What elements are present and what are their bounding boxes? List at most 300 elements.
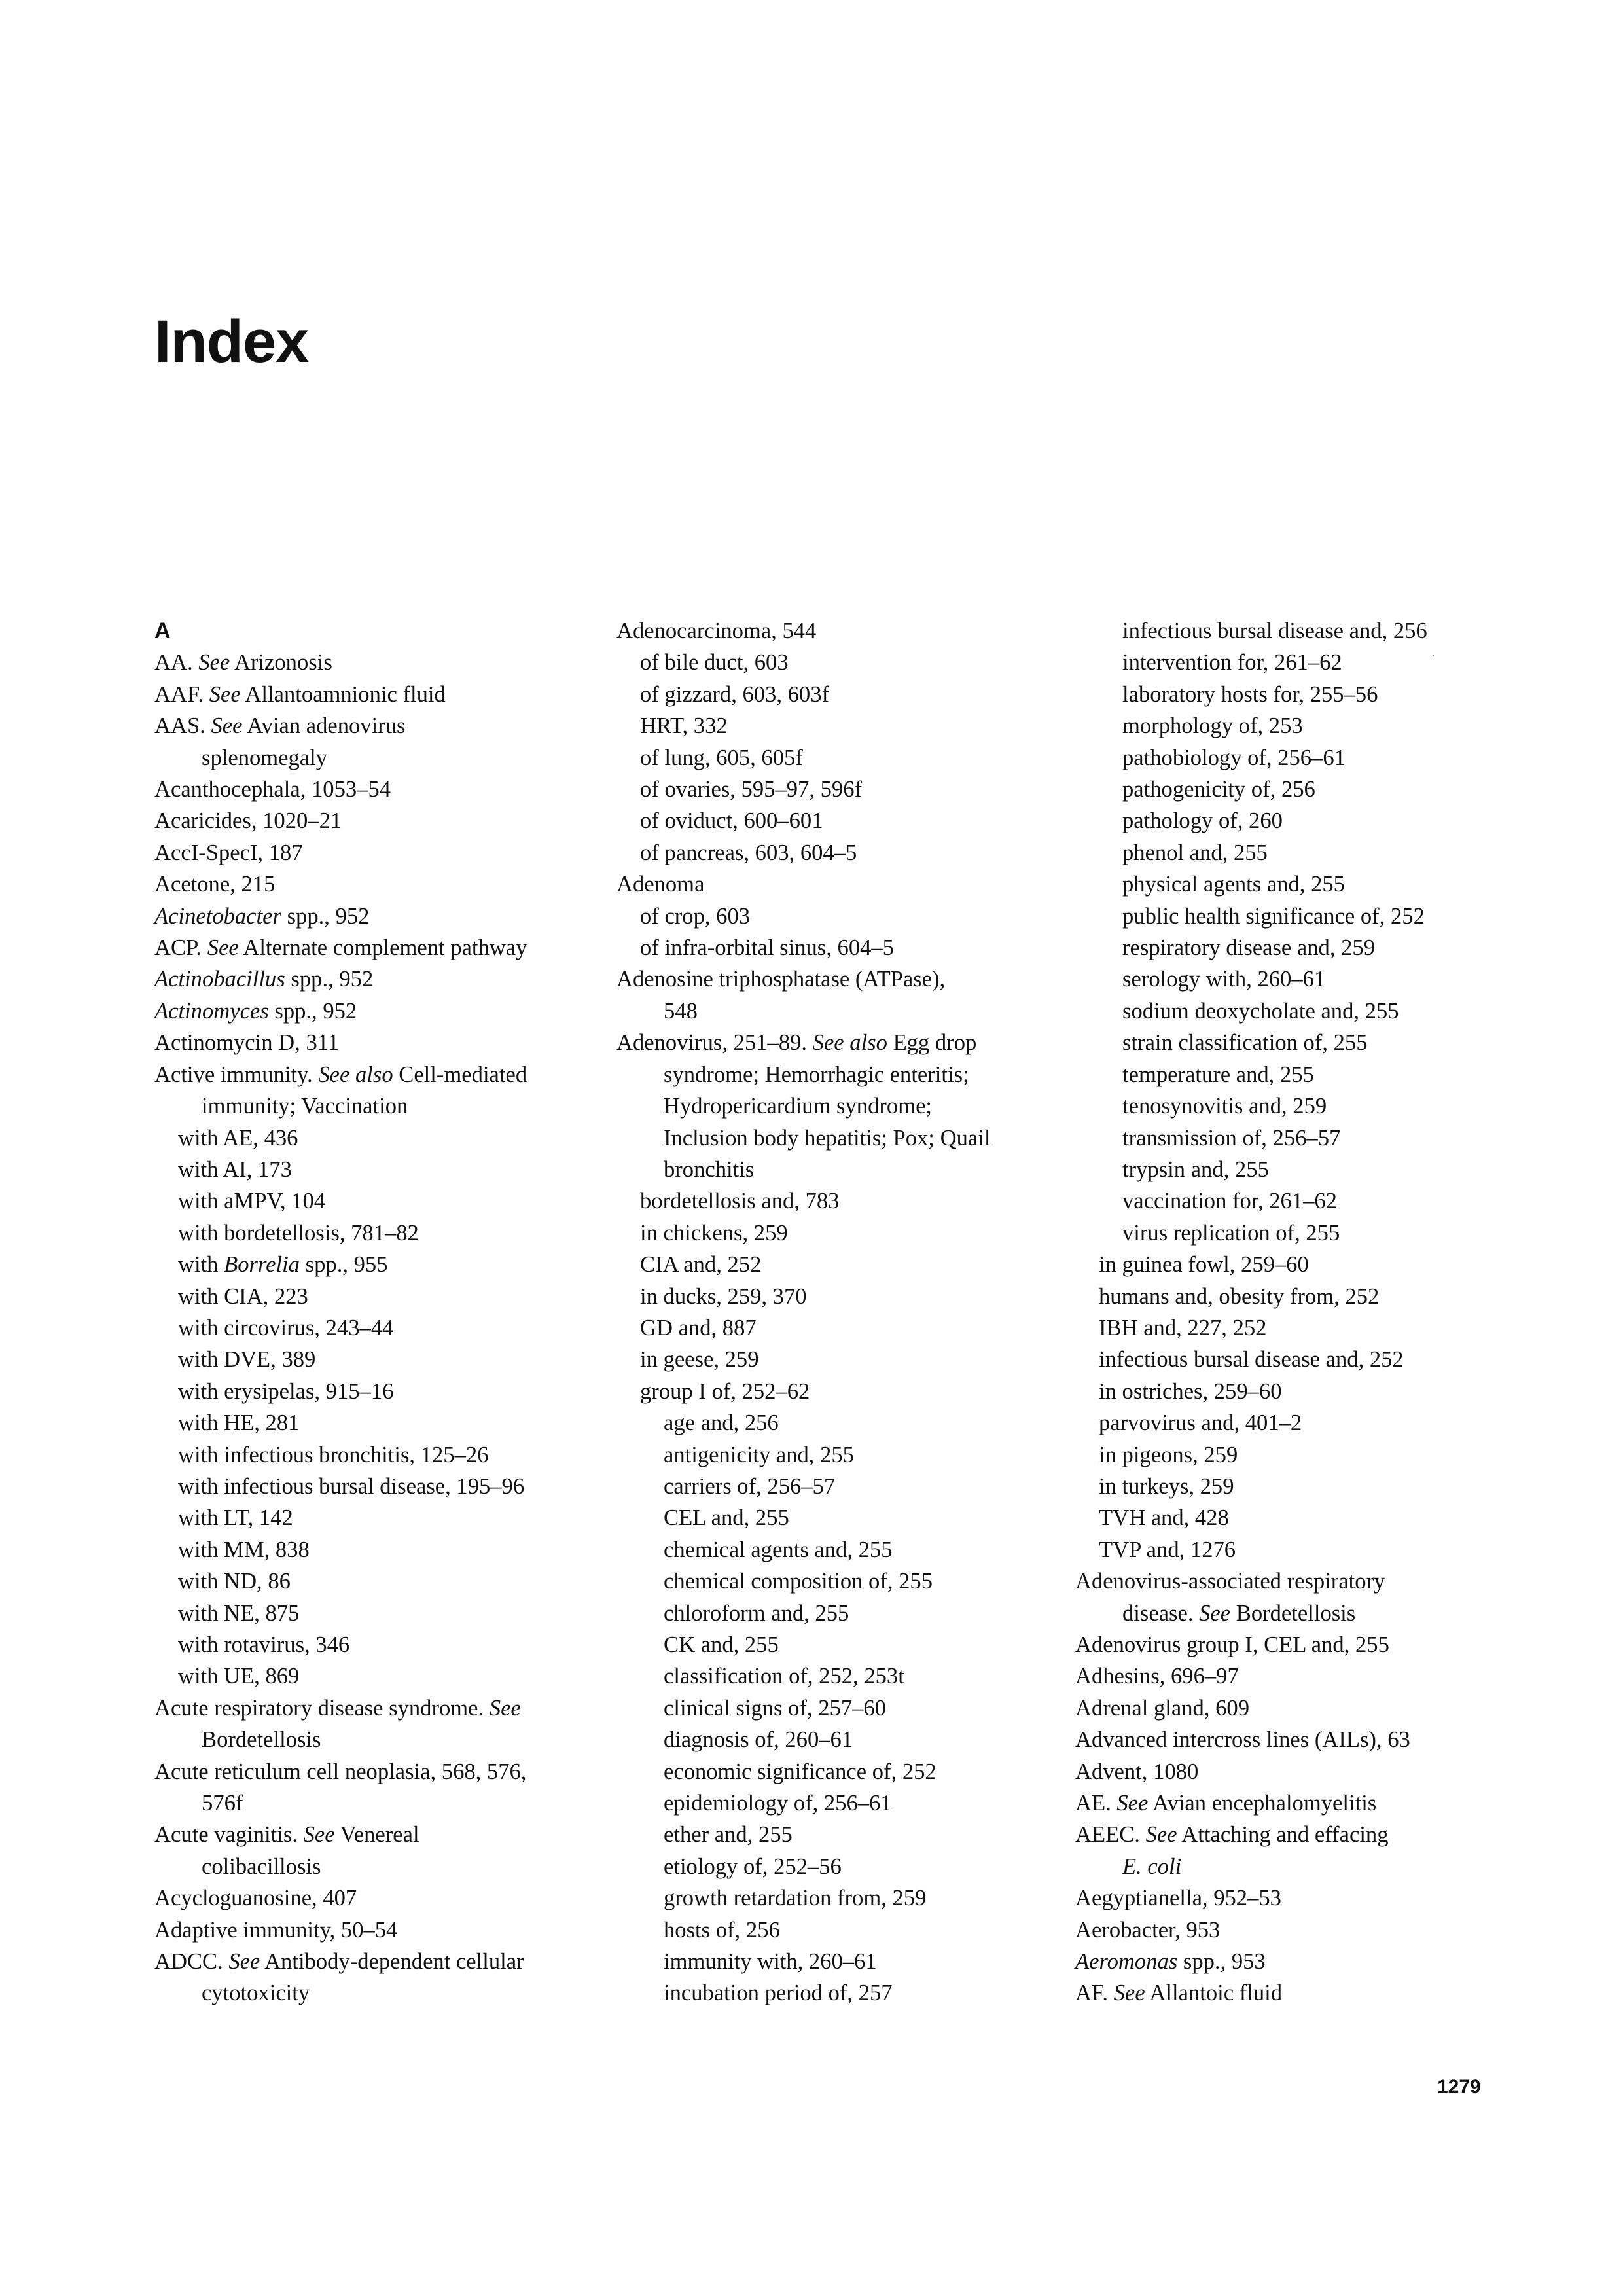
index-entry-text: tenosynovitis and, 259 [1122, 1094, 1327, 1119]
index-entry-text: with HE, 281 [178, 1410, 300, 1436]
index-entry [154, 1566, 613, 1597]
index-entry [154, 901, 613, 932]
index-entry-text: in pigeons, 259 [1099, 1442, 1238, 1467]
index-entry [1075, 932, 1494, 963]
index-entry [616, 1407, 1075, 1439]
index-entry-text: with erysipelas, 915–16 [178, 1378, 394, 1404]
index-entry-text: Cell-mediated [393, 1062, 527, 1087]
index-entry-text: AccI-SpecI, 187 [154, 840, 303, 865]
index-entry [616, 1312, 1075, 1344]
index-entry-text: TVH and, 428 [1099, 1505, 1229, 1531]
index-entry-text: in guinea fowl, 259–60 [1099, 1252, 1309, 1278]
index-entry [1075, 1629, 1494, 1660]
index-entry [616, 1534, 1075, 1566]
index-entry-text: growth retardation from, 259 [664, 1886, 927, 1911]
index-entry [1075, 1059, 1494, 1090]
index-entry [154, 679, 613, 710]
index-entry [1075, 1471, 1494, 1502]
index-entry-text: Hydropericardium syndrome; [664, 1094, 933, 1119]
index-entry-text: HRT, 332 [640, 713, 728, 739]
index-entry [616, 805, 1075, 836]
index-entry [616, 1185, 1075, 1217]
index-entry-text: pathobiology of, 256–61 [1122, 745, 1346, 770]
index-entry-text: bordetellosis and, 783 [640, 1189, 840, 1214]
index-entry-text: with MM, 838 [178, 1537, 310, 1562]
index-entry-text: immunity; Vaccination [202, 1094, 408, 1119]
index-entry-italic-text: See also [318, 1062, 393, 1087]
index-entry-text: Egg drop [887, 1030, 977, 1056]
index-column-2 [616, 615, 1075, 2009]
index-entry [1075, 1344, 1494, 1375]
index-entry-text: serology with, 260–61 [1122, 967, 1326, 992]
index-entry [1075, 1693, 1494, 1724]
index-entry-text: IBH and, 227, 252 [1099, 1315, 1267, 1340]
index-entry [616, 1122, 1075, 1154]
index-entry [616, 1217, 1075, 1249]
index-entry [1075, 901, 1494, 932]
index-entry-text: transmission of, 256–57 [1122, 1125, 1341, 1151]
index-entry-text: hosts of, 256 [664, 1917, 780, 1943]
index-entry-text: Adenovirus, 251–89. [616, 1030, 813, 1056]
index-entry [154, 1217, 613, 1249]
index-entry-text: of oviduct, 600–601 [640, 808, 823, 834]
index-entry [154, 774, 613, 805]
index-entry-text: strain classification of, 255 [1122, 1030, 1368, 1056]
index-entry-text: Active immunity. [154, 1062, 319, 1087]
index-entry-text: Adenocarcinoma, 544 [616, 619, 817, 643]
index-entry [616, 837, 1075, 869]
index-entry-text: chemical composition of, 255 [664, 1569, 933, 1594]
index-entry [616, 1724, 1075, 1755]
index-entry [154, 1059, 613, 1090]
index-entry-text: CIA and, 252 [640, 1252, 762, 1278]
index-entry-text: of gizzard, 603, 603f [640, 681, 830, 707]
index-entry [616, 932, 1075, 963]
index-entry [154, 1724, 613, 1755]
index-entry [616, 963, 1075, 995]
index-entry [1075, 996, 1494, 1027]
index-entry-text: TVP and, 1276 [1099, 1537, 1236, 1562]
index-entry [616, 1059, 1075, 1090]
index-entry [616, 1787, 1075, 1819]
index-entry [616, 1914, 1075, 1946]
index-entry-text: phenol and, 255 [1122, 840, 1268, 865]
index-entry-text: cytotoxicity [202, 1981, 310, 2006]
index-entry-text: pathology of, 260 [1122, 808, 1283, 834]
index-entry-italic-text: See [1145, 1822, 1177, 1848]
index-entry-text: sodium deoxycholate and, 255 [1122, 998, 1399, 1024]
index-entry-text: AAS. [154, 713, 211, 739]
index-entry-italic-text: See [198, 650, 230, 675]
index-entry-text: with bordetellosis, 781–82 [178, 1220, 419, 1246]
index-entry [154, 1376, 613, 1407]
index-entry-text: Acetone, 215 [154, 872, 276, 897]
index-entry-text: physical agents and, 255 [1122, 872, 1345, 897]
index-entry [154, 1914, 613, 1946]
index-entry-text: incubation period of, 257 [664, 1981, 893, 2006]
index-entry [154, 1693, 613, 1724]
index-entry [616, 901, 1075, 932]
index-entry-text: in chickens, 259 [640, 1220, 788, 1246]
index-entry-text: Avian encephalomyelitis [1148, 1791, 1377, 1816]
index-entry-text: respiratory disease and, 259 [1122, 935, 1375, 961]
index-entry-text: syndrome; Hemorrhagic enteritis; [664, 1062, 969, 1087]
index-entry [616, 742, 1075, 774]
index-entry-text: vaccination for, 261–62 [1122, 1189, 1337, 1214]
index-entry-italic-text: Actinobacillus [154, 967, 285, 992]
index-entry-text: intervention for, 261–62 [1122, 650, 1342, 675]
index-entry-text: Adhesins, 696–97 [1075, 1664, 1239, 1689]
index-entry-text: chemical agents and, 255 [664, 1537, 893, 1562]
index-entry-italic-text: See [228, 1949, 260, 1975]
index-entry-italic-text: Acinetobacter [154, 903, 281, 929]
index-entry [616, 1882, 1075, 1914]
index-entry [154, 1946, 613, 1977]
index-entry-italic-text: Aeromonas [1075, 1949, 1178, 1975]
index-entry-text: Arizonosis [230, 650, 332, 675]
index-entry-text: splenomegaly [202, 745, 328, 770]
index-entry-text: antigenicity and, 255 [664, 1442, 854, 1467]
index-entry-text: Attaching and effacing [1177, 1822, 1389, 1848]
index-entry-text: AA. [154, 650, 199, 675]
index-entry [1075, 1660, 1494, 1692]
index-entry-text: Advanced intercross lines (AILs), 63 [1075, 1727, 1410, 1753]
index-entry-text: Acute respiratory disease syndrome. [154, 1695, 490, 1721]
index-entry-text: laboratory hosts for, 255–56 [1122, 681, 1378, 707]
index-entry [154, 1787, 613, 1819]
index-entry-text: carriers of, 256–57 [664, 1473, 836, 1499]
index-entry [1075, 615, 1494, 647]
index-entry [616, 1249, 1075, 1280]
index-entry-text: with AE, 436 [178, 1125, 298, 1151]
index-entry [154, 1629, 613, 1660]
index-entry-text: GD and, 887 [640, 1315, 757, 1340]
index-column-3 [1075, 615, 1494, 2009]
index-entry-text: AEEC. [1075, 1822, 1146, 1848]
index-entry [154, 1122, 613, 1154]
index-entry [154, 1090, 613, 1122]
index-entry [154, 1851, 613, 1882]
index-entry [616, 869, 1075, 900]
index-entry-text: spp., 952 [285, 967, 374, 992]
index-entry-text: CEL and, 255 [664, 1505, 789, 1531]
index-entry [154, 1756, 613, 1787]
index-entry [1075, 1724, 1494, 1755]
index-entry-text: Acaricides, 1020–21 [154, 808, 342, 834]
index-entry-text: spp., 953 [1177, 1949, 1266, 1975]
index-entry-text: Bordetellosis [202, 1727, 321, 1753]
index-entry-text: spp., 952 [268, 998, 357, 1024]
index-entry-text: of pancreas, 603, 604–5 [640, 840, 857, 865]
index-entry-text: virus replication of, 255 [1122, 1220, 1340, 1246]
index-entry [154, 1185, 613, 1217]
index-entry [1075, 1977, 1494, 2009]
print-speck [1433, 655, 1434, 656]
index-entry-text: with DVE, 389 [178, 1347, 316, 1372]
index-entry-text: with [178, 1252, 224, 1278]
index-entry-text: AE. [1075, 1791, 1117, 1816]
index-entry-text: etiology of, 252–56 [664, 1854, 842, 1879]
index-column-1 [154, 615, 613, 2009]
index-entry-text: Adaptive immunity, 50–54 [154, 1917, 398, 1943]
index-entry [616, 615, 1075, 647]
index-entry [616, 1344, 1075, 1375]
index-entry [616, 679, 1075, 710]
index-entry [1075, 1502, 1494, 1534]
index-entry [154, 742, 613, 774]
index-entry-text: in geese, 259 [640, 1347, 759, 1372]
index-entry [1075, 1249, 1494, 1280]
index-entry-text: clinical signs of, 257–60 [664, 1695, 886, 1721]
index-entry-text: of ovaries, 595–97, 596f [640, 777, 862, 802]
index-entry-text: with AI, 173 [178, 1157, 292, 1182]
index-entry-text: bronchitis [664, 1157, 755, 1182]
index-entry [616, 1027, 1075, 1058]
index-entry [1075, 1027, 1494, 1058]
index-entry-text: spp., 955 [300, 1252, 388, 1278]
index-entry-text: AAF. [154, 681, 209, 707]
index-entry [1075, 647, 1494, 678]
index-entry-italic-text: Borrelia [224, 1252, 300, 1278]
index-entry-text: of bile duct, 603 [640, 650, 789, 675]
index-entry-text: chloroform and, 255 [664, 1600, 849, 1626]
index-entry [616, 996, 1075, 1027]
index-entry [1075, 837, 1494, 869]
index-entry-text: with aMPV, 104 [178, 1189, 326, 1214]
index-entry-text: AF. [1075, 1981, 1114, 2006]
index-entry-italic-text: See also [812, 1030, 887, 1056]
index-entry-text: Adenosine triphosphatase (ATPase), [616, 967, 946, 992]
index-entry [154, 1312, 613, 1344]
index-entry [154, 1027, 613, 1058]
index-entry-text: Adenovirus-associated respiratory [1075, 1569, 1385, 1594]
index-entry-text: Bordetellosis [1230, 1600, 1356, 1626]
index-entry-text: Alternate complement pathway [238, 935, 527, 961]
index-entry-text: temperature and, 255 [1122, 1062, 1314, 1087]
index-entry [616, 1756, 1075, 1787]
index-entry-text: Aegyptianella, 952–53 [1075, 1886, 1281, 1911]
index-entry-italic-text: See [1116, 1791, 1149, 1816]
index-entry-text: Inclusion body hepatitis; Pox; Quail [664, 1125, 991, 1151]
index-entry [616, 1566, 1075, 1597]
index-entry-text: classification of, 252, 253t [664, 1664, 904, 1689]
index-entry-text: Advent, 1080 [1075, 1759, 1199, 1784]
index-entry [154, 932, 613, 963]
index-entry-italic-text: See [1113, 1981, 1145, 2006]
index-entry [154, 1977, 613, 2009]
index-entry [1075, 1946, 1494, 1977]
index-entry-text: in turkeys, 259 [1099, 1473, 1234, 1499]
index-entry [616, 1598, 1075, 1629]
index-entry-text: with ND, 86 [178, 1569, 291, 1594]
index-entry [154, 1660, 613, 1692]
index-entry-italic-text: See [303, 1822, 335, 1848]
index-entry-text: with infectious bursal disease, 195–96 [178, 1473, 525, 1499]
index-entry [1075, 1787, 1494, 1819]
index-entry [616, 1977, 1075, 2009]
index-entry-text: Aerobacter, 953 [1075, 1917, 1221, 1943]
index-entry-text: infectious bursal disease and, 252 [1099, 1347, 1404, 1372]
index-entry [154, 1154, 613, 1185]
index-entry-text: in ducks, 259, 370 [640, 1283, 807, 1309]
index-entry [154, 1281, 613, 1312]
index-entry-text: CK and, 255 [664, 1632, 779, 1657]
index-entry [616, 1946, 1075, 1977]
index-entry [616, 1281, 1075, 1312]
index-entry [616, 1439, 1075, 1471]
index-entry-text: 548 [664, 998, 698, 1024]
index-entry [154, 1249, 613, 1280]
index-entry [154, 1819, 613, 1850]
index-entry-text: pathogenicity of, 256 [1122, 777, 1315, 802]
index-entry-italic-text: See [1199, 1600, 1231, 1626]
index-entry [616, 1851, 1075, 1882]
index-entry [1075, 1090, 1494, 1122]
index-entry [616, 1154, 1075, 1185]
index-entry-text: parvovirus and, 401–2 [1099, 1410, 1302, 1436]
index-entry-text: Allantoamnionic fluid [240, 681, 446, 707]
index-entry [1075, 1122, 1494, 1154]
index-entry-text: Acute reticulum cell neoplasia, 568, 576, [154, 1759, 527, 1784]
index-entry [616, 1660, 1075, 1692]
index-entry-text: morphology of, 253 [1122, 713, 1303, 739]
index-entry [154, 1534, 613, 1566]
index-entry-text: Actinomycin D, 311 [154, 1030, 340, 1056]
index-entry-text: spp., 952 [281, 903, 370, 929]
index-entry [1075, 774, 1494, 805]
index-entry [154, 710, 613, 742]
index-entry [154, 996, 613, 1027]
index-entry [1075, 1534, 1494, 1566]
index-entry [616, 1471, 1075, 1502]
index-entry-text: ADCC. [154, 1949, 229, 1975]
index-entry-text: humans and, obesity from, 252 [1099, 1283, 1380, 1309]
index-entry [616, 1502, 1075, 1534]
page-number: 1279 [1437, 2076, 1481, 2098]
index-entry [1075, 710, 1494, 742]
index-entry [1075, 1312, 1494, 1344]
index-entry [1075, 1439, 1494, 1471]
index-entry [154, 963, 613, 995]
index-entry-italic-text: E. coli [1122, 1854, 1182, 1879]
index-entry [1075, 1185, 1494, 1217]
index-entry-text: with CIA, 223 [178, 1283, 308, 1309]
index-entry-text: Acute vaginitis. [154, 1822, 304, 1848]
index-entry [1075, 1281, 1494, 1312]
index-entry-text: Acycloguanosine, 407 [154, 1886, 357, 1911]
index-entry [1075, 1882, 1494, 1914]
index-entry [154, 647, 613, 678]
index-entry [1075, 805, 1494, 836]
index-entry [1075, 1407, 1494, 1439]
index-entry-text: economic significance of, 252 [664, 1759, 936, 1784]
index-entry [1075, 1154, 1494, 1185]
index-entry-text: with UE, 869 [178, 1664, 300, 1689]
index-entry-text: Adenovirus group I, CEL and, 255 [1075, 1632, 1389, 1657]
page-title: Index [154, 308, 309, 375]
index-entry [154, 837, 613, 869]
index-entry-text: ether and, 255 [664, 1822, 793, 1848]
index-entry-text: disease. [1122, 1600, 1200, 1626]
section-letter: A [154, 619, 171, 643]
index-entry-text: Adenoma [616, 872, 705, 897]
index-entry [1075, 1217, 1494, 1249]
index-entry [616, 710, 1075, 742]
index-entry [1075, 1914, 1494, 1946]
index-entry [154, 1344, 613, 1375]
index-entry-text: with rotavirus, 346 [178, 1632, 350, 1657]
index-entry-text: ACP. [154, 935, 207, 961]
index-entry-text: Avian adenovirus [242, 713, 406, 739]
index-entry-text: colibacillosis [202, 1854, 321, 1879]
index-entry-text: diagnosis of, 260–61 [664, 1727, 853, 1753]
index-entry-text: Acanthocephala, 1053–54 [154, 777, 391, 802]
index-entry [154, 1882, 613, 1914]
index-entry [154, 1471, 613, 1502]
index-entry [154, 805, 613, 836]
index-entry [1075, 1566, 1494, 1597]
index-entry-text: epidemiology of, 256–61 [664, 1791, 892, 1816]
index-entry [1075, 1376, 1494, 1407]
index-entry [1075, 1851, 1494, 1882]
index-entry [616, 1819, 1075, 1850]
index-entry [616, 1090, 1075, 1122]
index-entry [1075, 963, 1494, 995]
index-entry [1075, 679, 1494, 710]
index-entry-text: with LT, 142 [178, 1505, 293, 1531]
index-entry-italic-text: See [209, 681, 241, 707]
index-entry-text: Allantoic fluid [1145, 1981, 1283, 2006]
index-entry-text: infectious bursal disease and, 256 [1122, 619, 1427, 643]
index-entry [1075, 1819, 1494, 1850]
index-entry-text: of lung, 605, 605f [640, 745, 803, 770]
index-entry [154, 1502, 613, 1534]
index-entry [616, 774, 1075, 805]
index-entry-italic-text: See [489, 1695, 521, 1721]
index-entry-text: of crop, 603 [640, 903, 751, 929]
index-entry-text: Venereal [334, 1822, 419, 1848]
index-entry-text: Antibody-dependent cellular [260, 1949, 524, 1975]
index-entry-text: Adrenal gland, 609 [1075, 1695, 1249, 1721]
index-entry [1075, 742, 1494, 774]
index-entry-text: in ostriches, 259–60 [1099, 1378, 1282, 1404]
index-entry-italic-text: See [211, 713, 243, 739]
index-entry-text: of infra-orbital sinus, 604–5 [640, 935, 894, 961]
index-entry-text: age and, 256 [664, 1410, 779, 1436]
index-entry [1075, 869, 1494, 900]
index-entry-text: group I of, 252–62 [640, 1378, 810, 1404]
index-entry [154, 1407, 613, 1439]
index-entry [154, 1439, 613, 1471]
index-entry [616, 647, 1075, 678]
index-entry [1075, 1756, 1494, 1787]
index-entry [616, 1376, 1075, 1407]
index-entry [616, 1693, 1075, 1724]
index-entry [1075, 1598, 1494, 1629]
index-entry [154, 1598, 613, 1629]
index-entry-italic-text: Actinomyces [154, 998, 269, 1024]
index-entry-text: immunity with, 260–61 [664, 1949, 877, 1975]
index-entry-text: with infectious bronchitis, 125–26 [178, 1442, 489, 1467]
index-entry-text: 576f [202, 1791, 243, 1816]
index-entry-text: with circovirus, 243–44 [178, 1315, 394, 1340]
index-entry [154, 869, 613, 900]
index-entry-text: trypsin and, 255 [1122, 1157, 1269, 1182]
index-entry [616, 1629, 1075, 1660]
index-entry-italic-text: See [207, 935, 239, 961]
index-entry-text: with NE, 875 [178, 1600, 300, 1626]
index-entry-text: public health significance of, 252 [1122, 903, 1425, 929]
